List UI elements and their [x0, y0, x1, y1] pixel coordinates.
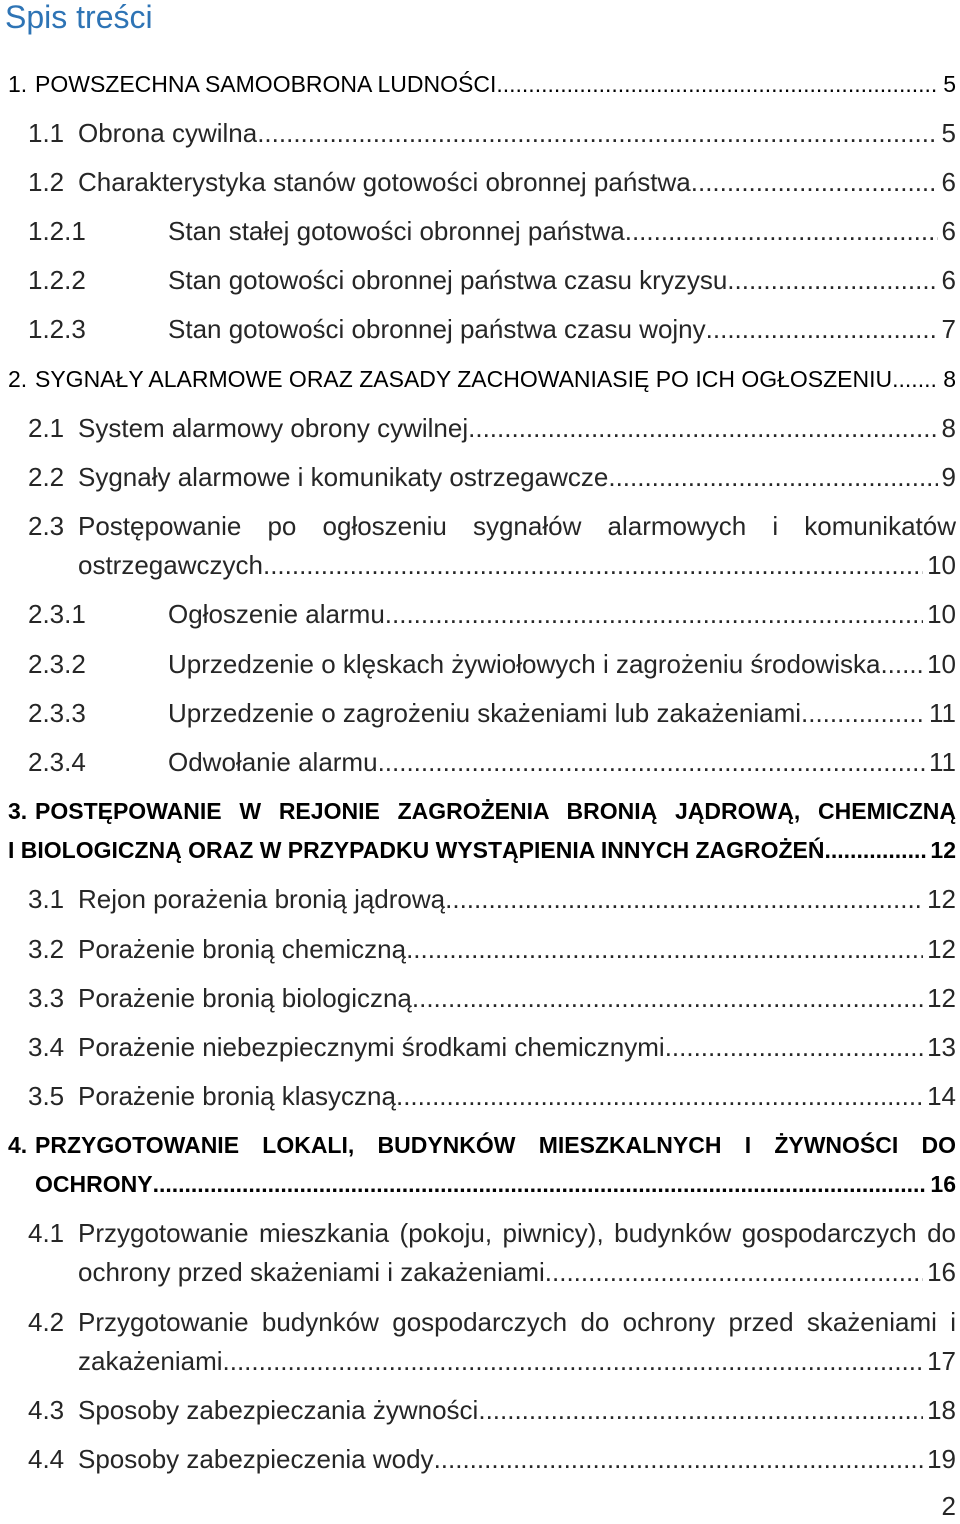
toc-entry-page: 9 [941, 462, 956, 492]
dot-leader [608, 458, 937, 497]
toc-entry-body [78, 163, 956, 202]
toc-entry-body [168, 310, 956, 349]
toc-entry-3-2[interactable] [8, 930, 956, 969]
toc-entry-title-line: OCHRONY [35, 1171, 153, 1198]
dot-leader [412, 979, 923, 1018]
dot-leader [892, 360, 939, 399]
toc-entry-body [168, 743, 956, 782]
toc-entry-title-line: POWSZECHNA SAMOOBRONA LUDNOŚCI [35, 70, 497, 97]
toc-entry-2[interactable] [8, 360, 956, 399]
toc-entry-1-2-1[interactable] [8, 212, 956, 251]
toc-entry-last-line [78, 546, 956, 585]
toc-entry-title-line: Sposoby zabezpieczenia wody [78, 1444, 434, 1474]
dot-leader [825, 831, 927, 870]
toc-entry-4[interactable] [8, 1126, 956, 1204]
toc-entry-page: 5 [943, 70, 956, 97]
toc-entry-title-line: Charakterystyka stanów gotowości obronnej państwa [78, 166, 691, 197]
toc-entry-page: 16 [930, 1171, 956, 1198]
toc-entry-last-line [78, 1028, 956, 1067]
toc-entry-title-line: Ogłoszenie alarmu [168, 599, 385, 630]
toc-entry-last-line [78, 409, 956, 448]
toc-entry-page: 19 [927, 1444, 956, 1474]
toc-entry-number: 1.2 [28, 166, 65, 197]
toc-entry-last-line [35, 360, 956, 399]
toc-entry-body [78, 1303, 956, 1381]
toc-entry-title-line: Postępowanie po ogłoszeniu sygnałów alarmowych i komunikatów [78, 511, 956, 542]
toc-entry-body [78, 458, 956, 497]
toc-entry-page: 16 [927, 1257, 956, 1288]
toc-entry-page: 6 [941, 265, 956, 296]
dot-leader [691, 163, 938, 202]
toc-entry-1-2-2[interactable] [8, 261, 956, 300]
toc-entry-title-line: Porażenie niebezpiecznymi środkami chemicznymi [78, 1031, 665, 1062]
dot-leader [396, 1077, 923, 1116]
toc-entry-title-line: Rejon porażenia bronią jądrową [78, 884, 446, 915]
toc-entry-number: 3.2 [28, 933, 65, 964]
toc-entry-4-1[interactable] [8, 1214, 956, 1292]
toc-entry-3-1[interactable] [8, 880, 956, 919]
toc-entry-body [35, 1126, 956, 1204]
toc-entry-1-1[interactable] [8, 114, 956, 153]
toc-entry-number: 4.4 [28, 1444, 65, 1474]
dot-leader [727, 261, 937, 300]
toc-entry-page: 5 [941, 117, 956, 148]
dot-leader [478, 1391, 923, 1430]
toc-entry-body [78, 1077, 956, 1116]
toc-entry-number: 3.5 [28, 1081, 65, 1112]
dot-leader [665, 1028, 923, 1067]
toc-entry-last-line [168, 212, 956, 251]
dot-leader [545, 1253, 923, 1292]
toc-entry-page: 17 [927, 1345, 956, 1376]
toc-entry-last-line [168, 645, 956, 684]
toc-entry-last-line [168, 694, 956, 733]
toc-entry-body [78, 1028, 956, 1067]
toc-entry-last-line [168, 261, 956, 300]
toc-entry-3-5[interactable] [8, 1077, 956, 1116]
toc-entry-body [35, 65, 956, 104]
toc-entry-last-line [78, 1440, 956, 1479]
toc-entry-number: 4.1 [28, 1218, 65, 1249]
toc-entry-title-line: Obrona cywilna [78, 117, 258, 148]
toc-entry-body [168, 261, 956, 300]
toc-entry-title-line: Sposoby zabezpieczania żywności [78, 1394, 479, 1425]
toc-entry-page: 11 [929, 697, 956, 728]
toc-entry-title-line: Porażenie bronią biologiczną [78, 982, 412, 1013]
toc-entry-2-3-4[interactable] [8, 743, 956, 782]
toc-entry-2-1[interactable] [8, 409, 956, 448]
toc-entry-number: 2.3.4 [28, 746, 86, 777]
toc-entry-number: 3.1 [28, 884, 65, 915]
toc-entry-page: 12 [927, 982, 956, 1013]
toc-entry-body [168, 694, 956, 733]
toc-entry-page: 12 [927, 884, 956, 915]
toc-entry-page: 8 [941, 412, 956, 443]
dot-leader [706, 310, 938, 349]
toc-entry-2-3-1[interactable] [8, 595, 956, 634]
toc-entry-3[interactable] [8, 792, 956, 870]
dot-leader [263, 546, 923, 585]
page-number: 2 [941, 1491, 956, 1521]
toc-entry-title-line: Stan gotowości obronnej państwa czasu kryzysu [168, 265, 728, 296]
toc-entry-number: 2.3.1 [28, 599, 86, 630]
toc-entry-page: 11 [929, 746, 956, 777]
dot-leader [496, 65, 939, 104]
toc-entry-body [78, 930, 956, 969]
toc-entry-title-line: SYGNAŁY ALARMOWE ORAZ ZASADY ZACHOWANIASIĘ PO ICH OGŁOSZENIU [35, 365, 893, 392]
toc-entry-last-line [78, 163, 956, 202]
toc-entry-3-3[interactable] [8, 979, 956, 1018]
toc-entry-number: 2.2 [28, 462, 65, 492]
toc-entry-body [78, 1440, 956, 1479]
toc-entry-body [168, 212, 956, 251]
toc-entry-page: 13 [927, 1031, 956, 1062]
toc-entry-last-line [35, 65, 956, 104]
dot-leader [406, 930, 923, 969]
toc-entry-last-line [78, 1077, 956, 1116]
toc-entry-title-line: Uprzedzenie o zagrożeniu skażeniami lub zakażeniami [168, 697, 802, 728]
toc-entry-title-line: Uprzedzenie o klęskach żywiołowych i zagrożeniu środowiska [168, 648, 881, 679]
toc-entry-page: 10 [927, 550, 956, 581]
toc-entry-number: 2.3 [28, 511, 65, 542]
toc-entry-last-line [78, 458, 956, 497]
toc-entry-title-line: Sygnały alarmowe i komunikaty ostrzegawcze [78, 462, 609, 492]
toc-entry-3-4[interactable] [8, 1028, 956, 1067]
toc-entry-number: 2.1 [28, 412, 65, 443]
toc-entry-body [78, 507, 956, 585]
toc-entry-number: 1. [8, 70, 28, 97]
toc-entry-title-line: Porażenie bronią chemiczną [78, 933, 407, 964]
toc-entry-body [78, 409, 956, 448]
toc-heading: Spis treści [5, 0, 153, 35]
toc-entry-title-line: Odwołanie alarmu [168, 746, 378, 777]
toc-entry-number: 2.3.2 [28, 648, 86, 679]
dot-leader [153, 1165, 927, 1204]
toc-entry-title-line: PRZYGOTOWANIE LOKALI, BUDYNKÓW MIESZKALNYCH I ŻYWNOŚCI DO [35, 1132, 956, 1159]
toc-entry-title-line: Przygotowanie mieszkania (pokoju, piwnicy), budynków gospodarczych do [78, 1218, 956, 1249]
dot-leader [801, 694, 925, 733]
toc-entry-title-line: POSTĘPOWANIE W REJONIE ZAGROŻENIA BRONIĄ JĄDROWĄ, CHEMICZNĄ [35, 798, 956, 825]
toc-entry-last-line [78, 880, 956, 919]
toc-entry-number: 1.2.2 [28, 265, 86, 296]
toc-entry-last-line [35, 1165, 956, 1204]
toc-entry-title-line: zakażeniami [78, 1345, 223, 1376]
toc-entry-1-2[interactable] [8, 163, 956, 202]
toc-entry-last-line [8, 831, 956, 870]
dot-leader [385, 595, 923, 634]
toc-entry-body [168, 645, 956, 684]
toc-entry-last-line [168, 595, 956, 634]
toc-entry-title-line: Przygotowanie budynków gospodarczych do ochrony przed skażeniami i [78, 1306, 956, 1337]
toc-entry-last-line [78, 1391, 956, 1430]
toc-entry-4-3[interactable] [8, 1391, 956, 1430]
toc-entry-2-3-3[interactable] [8, 694, 956, 733]
toc-entry-page: 8 [943, 365, 956, 392]
toc-entry-title-line: ochrony przed skażeniami i zakażeniami [78, 1257, 545, 1288]
toc-entry-number: 3. [8, 798, 28, 825]
toc-entry-page: 10 [927, 648, 956, 679]
dot-leader [625, 212, 938, 251]
dot-leader [378, 743, 925, 782]
toc-entry-body [168, 595, 956, 634]
toc-entry-last-line [78, 1342, 956, 1381]
toc-entry-2-2[interactable] [8, 458, 956, 497]
toc-entry-last-line [78, 114, 956, 153]
toc-entry-title-line: Porażenie bronią klasyczną [78, 1081, 396, 1112]
toc-entry-number: 3.4 [28, 1031, 65, 1062]
toc-entry-page: 6 [941, 166, 956, 197]
toc-entry-last-line [78, 930, 956, 969]
toc-entry-number: 4.3 [28, 1394, 65, 1425]
toc-entry-last-line [168, 310, 956, 349]
toc-entry-2-3[interactable] [8, 507, 956, 585]
dot-leader [880, 645, 923, 684]
toc-entry-title-line: Stan gotowości obronnej państwa czasu wojny [168, 314, 706, 345]
toc-entry-page: 12 [927, 933, 956, 964]
dot-leader [434, 1440, 924, 1479]
toc-entry-page: 14 [927, 1081, 956, 1112]
toc-entry-2-3-2[interactable] [8, 645, 956, 684]
toc-entry-page: 6 [941, 216, 956, 247]
toc-entry-last-line [168, 743, 956, 782]
toc-entry-last-line [78, 1253, 956, 1292]
toc-entry-title-line: ostrzegawczych [78, 550, 263, 581]
toc-entry-body [8, 792, 956, 870]
dot-leader [445, 880, 923, 919]
toc-entry-1[interactable] [8, 65, 956, 104]
toc-entry-4-2[interactable] [8, 1303, 956, 1381]
toc-entry-number: 1.2.1 [28, 216, 86, 247]
toc-entry-title-line: System alarmowy obrony cywilnej [78, 412, 469, 443]
toc-entry-number: 1.2.3 [28, 314, 86, 345]
toc-entry-number: 2. [8, 365, 28, 392]
toc-entry-1-2-3[interactable] [8, 310, 956, 349]
toc-entry-page: 7 [941, 314, 956, 345]
dot-leader [257, 114, 937, 153]
toc-entry-body [78, 1391, 956, 1430]
toc-entry-page: 12 [930, 837, 956, 864]
toc-entry-last-line [78, 979, 956, 1018]
toc-entry-number: 4.2 [28, 1306, 65, 1337]
toc-entry-body [78, 1214, 956, 1292]
table-of-contents [8, 65, 956, 1490]
toc-entry-body [78, 979, 956, 1018]
toc-entry-number: 3.3 [28, 982, 65, 1013]
toc-entry-number: 4. [8, 1132, 28, 1159]
toc-entry-page: 10 [927, 599, 956, 630]
toc-entry-4-4[interactable] [8, 1440, 956, 1479]
toc-entry-body [78, 880, 956, 919]
dot-leader [223, 1342, 924, 1381]
toc-entry-title-line: I BIOLOGICZNĄ ORAZ W PRZYPADKU WYSTĄPIENIA INNYCH ZAGROŻEŃ [8, 837, 825, 864]
toc-entry-page: 18 [927, 1394, 956, 1425]
toc-entry-number: 1.1 [28, 117, 65, 148]
toc-entry-number: 2.3.3 [28, 697, 86, 728]
toc-entry-body [35, 360, 956, 399]
toc-entry-title-line: Stan stałej gotowości obronnej państwa [168, 216, 625, 247]
dot-leader [468, 409, 937, 448]
toc-entry-body [78, 114, 956, 153]
